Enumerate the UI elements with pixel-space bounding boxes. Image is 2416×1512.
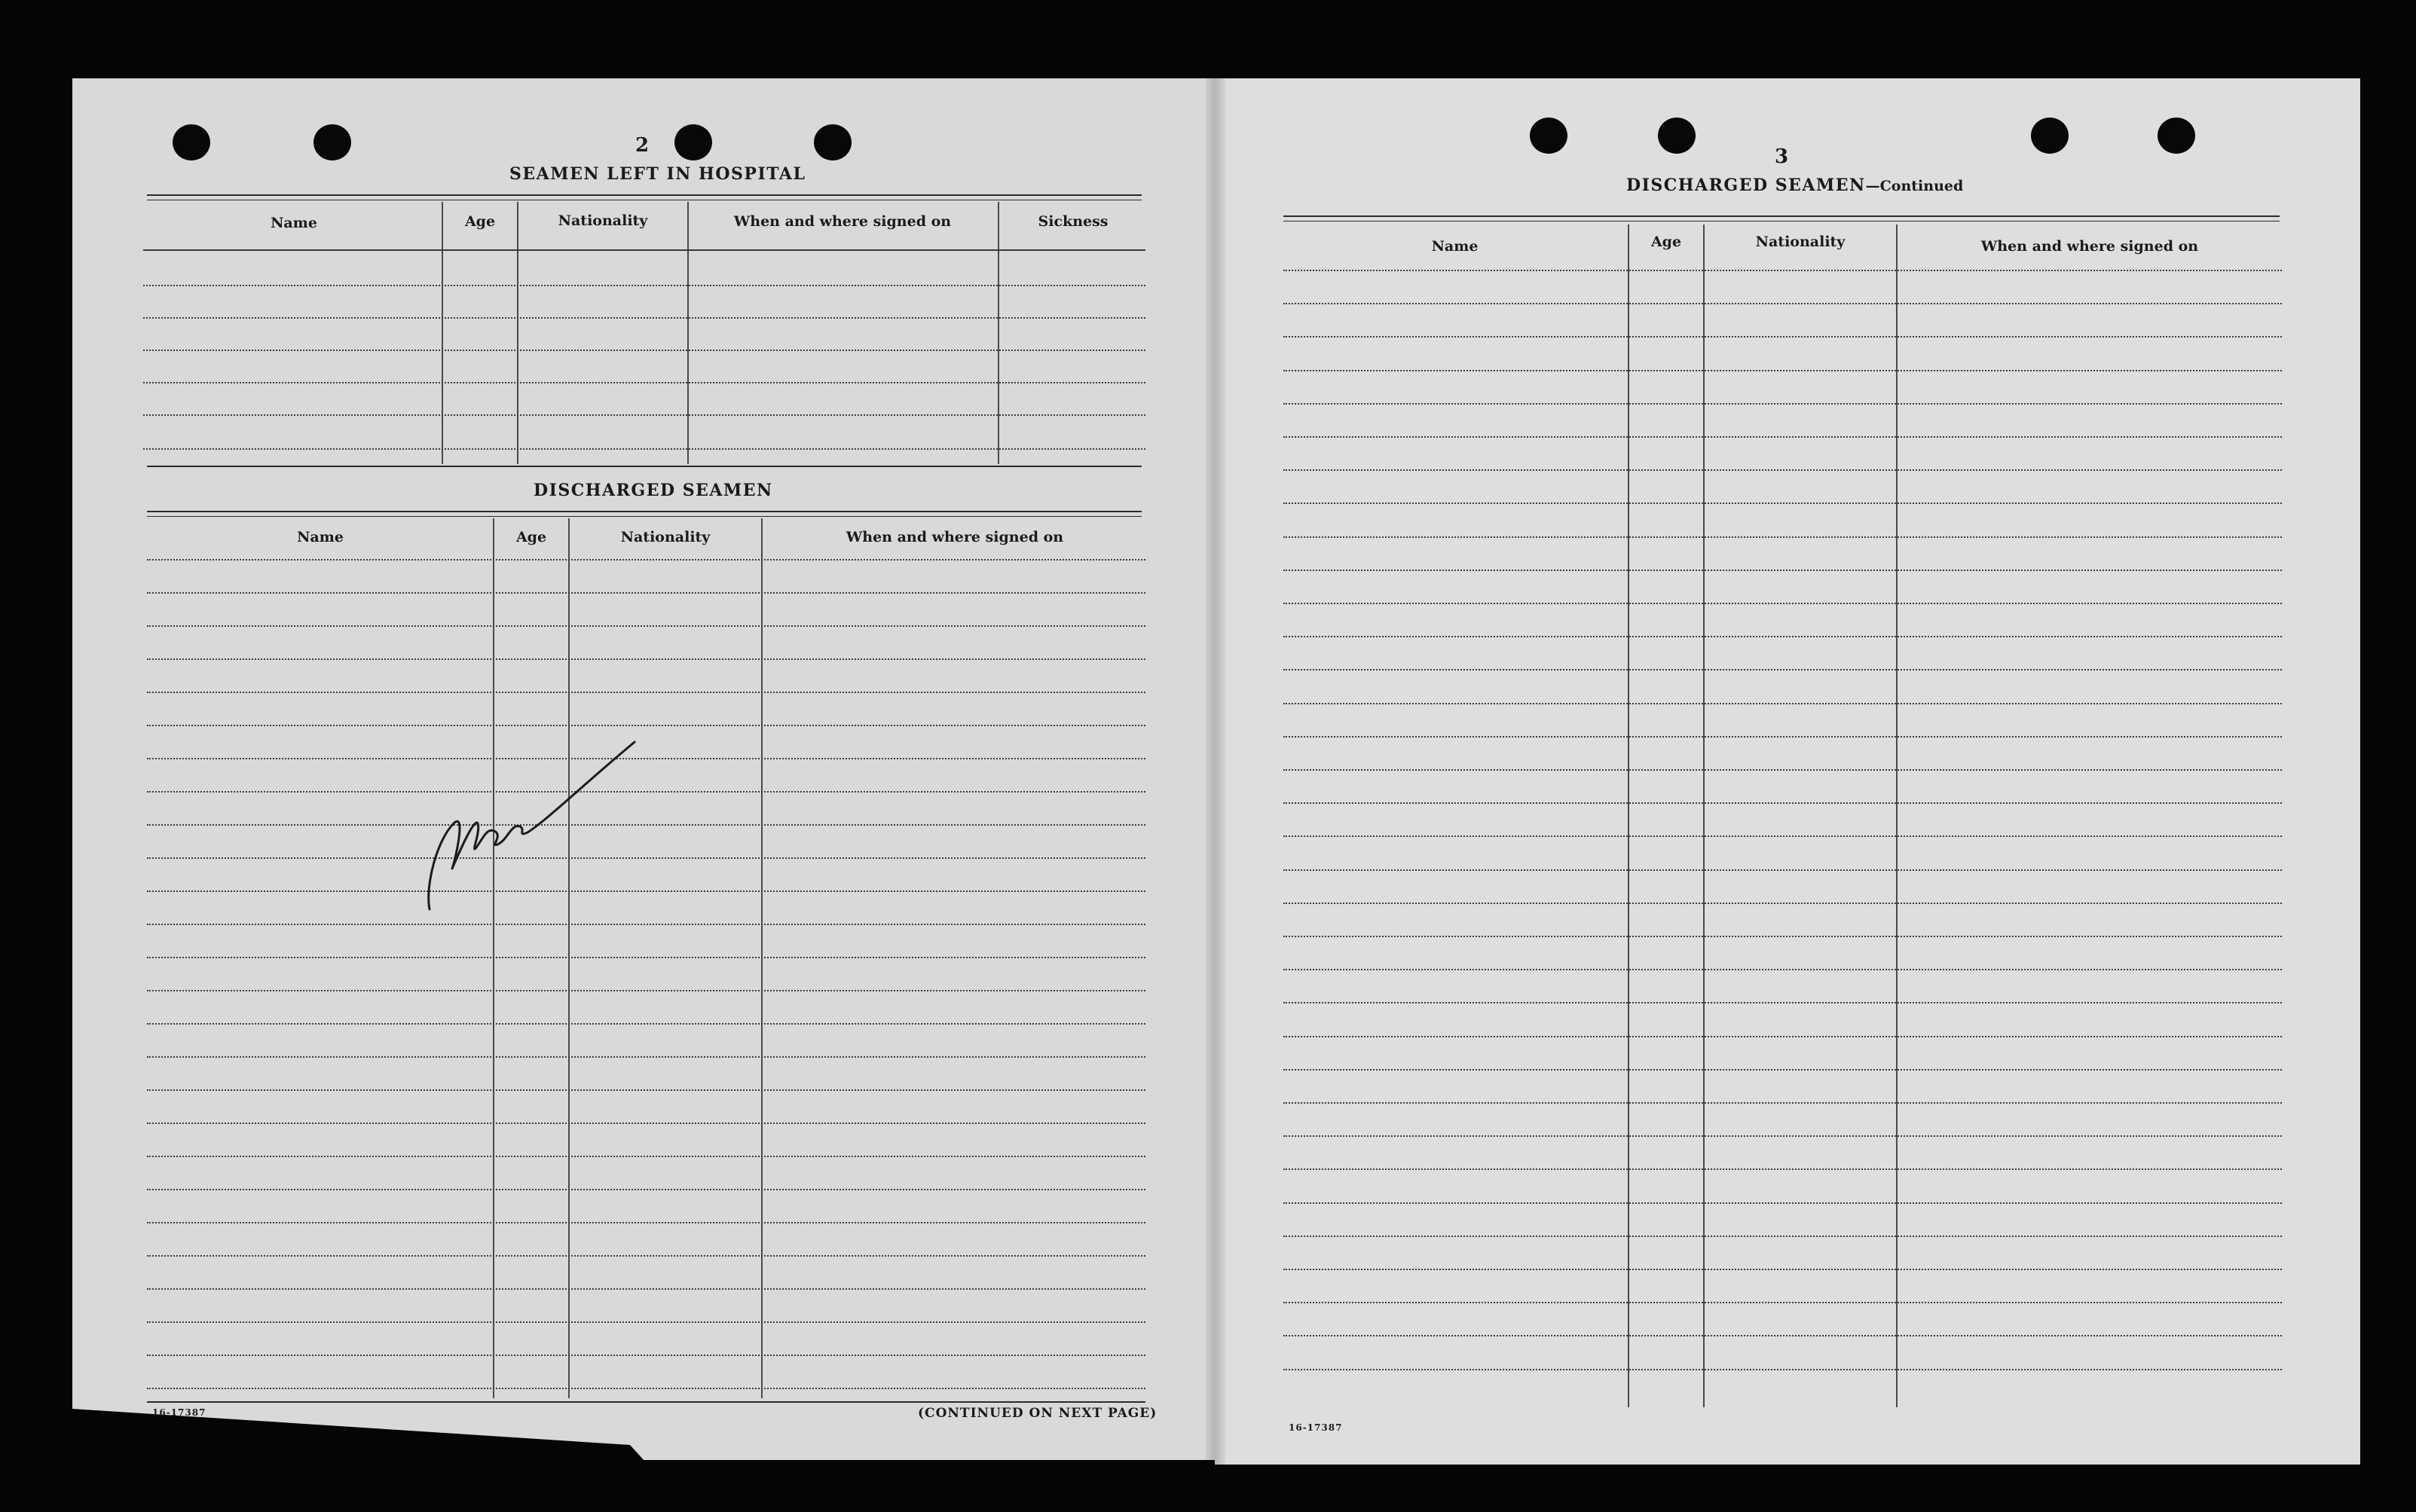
table-row: [1283, 436, 2282, 438]
column-divider: [517, 202, 518, 464]
table-row: [1283, 469, 2282, 471]
table-row: [1283, 936, 2282, 937]
table-row: [1283, 1335, 2282, 1336]
table-row: [147, 592, 1145, 594]
table-row: [147, 625, 1145, 627]
table-row: [1283, 769, 2282, 771]
table-row: [1283, 1036, 2282, 1037]
table-row: [1283, 1302, 2282, 1303]
rule: [147, 1401, 1145, 1403]
section-title-discharged-continued: [1626, 176, 1963, 195]
table-row: [143, 414, 1145, 416]
column-header-when-where: When and where signed on: [1980, 238, 2199, 255]
table-row: [1283, 303, 2282, 304]
table-row: [147, 1189, 1145, 1190]
table-row: [147, 1222, 1145, 1223]
table-row: [147, 1023, 1145, 1025]
table-row: [1283, 835, 2282, 837]
column-divider: [568, 518, 570, 1398]
table-row: [1283, 869, 2282, 871]
punch-hole: [674, 124, 712, 160]
page-number: 3: [1775, 145, 1789, 168]
table-row: [147, 1156, 1145, 1157]
rule: [1283, 215, 2280, 217]
column-divider: [687, 202, 689, 464]
table-row: [147, 559, 1145, 561]
punch-hole: [814, 124, 852, 160]
continued-note: (CONTINUED ON NEXT PAGE): [918, 1406, 1158, 1421]
rule: [147, 516, 1142, 517]
column-header-name: Name: [271, 215, 317, 231]
title-suffix: —Continued: [1865, 178, 1964, 194]
table-row: [147, 1123, 1145, 1124]
title-main: DISCHARGED SEAMEN: [1626, 176, 1866, 195]
table-row: [1283, 1168, 2282, 1170]
column-header-name: Name: [297, 529, 344, 545]
table-row: [147, 924, 1145, 925]
table-row: [143, 249, 1145, 251]
table-row: [1283, 502, 2282, 504]
column-divider: [1703, 225, 1705, 1407]
punch-hole: [2031, 118, 2069, 154]
column-divider: [442, 202, 443, 464]
column-header-when-where: When and where signed on: [733, 213, 952, 230]
table-row: [147, 1321, 1145, 1323]
page-fold: [1206, 78, 1225, 1465]
table-row: [1283, 536, 2282, 538]
table-row: [1283, 603, 2282, 604]
table-row: [1283, 703, 2282, 704]
table-row: [1283, 370, 2282, 371]
table-row: [1283, 669, 2282, 670]
column-divider: [493, 518, 494, 1398]
table-row: [1283, 1135, 2282, 1137]
table-row: [143, 317, 1145, 319]
table-row: [147, 1288, 1145, 1290]
table-row: [1283, 1269, 2282, 1270]
table-row: [147, 957, 1145, 958]
column-header-age: Age: [515, 529, 547, 545]
table-row: [147, 658, 1145, 660]
table-row: [1283, 1102, 2282, 1104]
column-divider: [1896, 225, 1898, 1407]
table-row: [1283, 1069, 2282, 1071]
table-row: [147, 1355, 1145, 1356]
torn-edge: [72, 1409, 645, 1469]
table-row: [1283, 969, 2282, 970]
table-row: [147, 692, 1145, 693]
table-row: [147, 990, 1145, 991]
column-header-sickness: Sickness: [1038, 213, 1109, 230]
column-divider: [1628, 225, 1629, 1407]
section-title-discharged: DISCHARGED SEAMEN: [534, 481, 773, 500]
rule: [147, 511, 1142, 512]
section-title-hospital: SEAMEN LEFT IN HOSPITAL: [509, 164, 806, 184]
column-header-nationality: Nationality: [558, 212, 648, 229]
table-row: [1283, 1002, 2282, 1003]
column-header-when-where: When and where signed on: [846, 529, 1064, 545]
column-header-name: Name: [1431, 238, 1479, 255]
column-divider: [998, 202, 999, 464]
table-row: [1283, 1202, 2282, 1204]
punch-hole: [313, 124, 351, 160]
table-row: [143, 350, 1145, 351]
table-row: [143, 382, 1145, 383]
table-row: [1283, 1369, 2282, 1370]
column-divider: [761, 518, 763, 1398]
table-row: [143, 448, 1145, 450]
column-header-age: Age: [464, 213, 496, 230]
table-row: [143, 285, 1145, 286]
punch-hole: [173, 124, 210, 160]
table-row: [147, 1056, 1145, 1058]
form-number: 16-17387: [152, 1407, 206, 1418]
column-header-age: Age: [1650, 234, 1682, 250]
punch-hole: [1530, 118, 1567, 154]
table-row: [147, 1089, 1145, 1091]
table-row: [147, 1388, 1145, 1389]
form-number: 16-17387: [1289, 1422, 1343, 1433]
table-row: [147, 725, 1145, 726]
column-header-nationality: Nationality: [1755, 234, 1846, 250]
table-row: [1283, 636, 2282, 637]
table-row: [1283, 336, 2282, 338]
table-row: [147, 1255, 1145, 1257]
table-row: [1283, 270, 2282, 271]
rule: [147, 194, 1142, 196]
right-page: [1215, 78, 2360, 1465]
page-number: 2: [635, 134, 650, 157]
punch-hole: [2158, 118, 2195, 154]
table-row: [1283, 403, 2282, 405]
table-row: [1283, 736, 2282, 738]
table-row: [1283, 570, 2282, 571]
table-row: [1283, 903, 2282, 904]
column-header-nationality: Nationality: [620, 529, 711, 545]
punch-hole: [1658, 118, 1696, 154]
handwritten-none: [422, 735, 648, 915]
rule: [147, 466, 1142, 467]
table-row: [1283, 1236, 2282, 1237]
table-row: [1283, 802, 2282, 804]
